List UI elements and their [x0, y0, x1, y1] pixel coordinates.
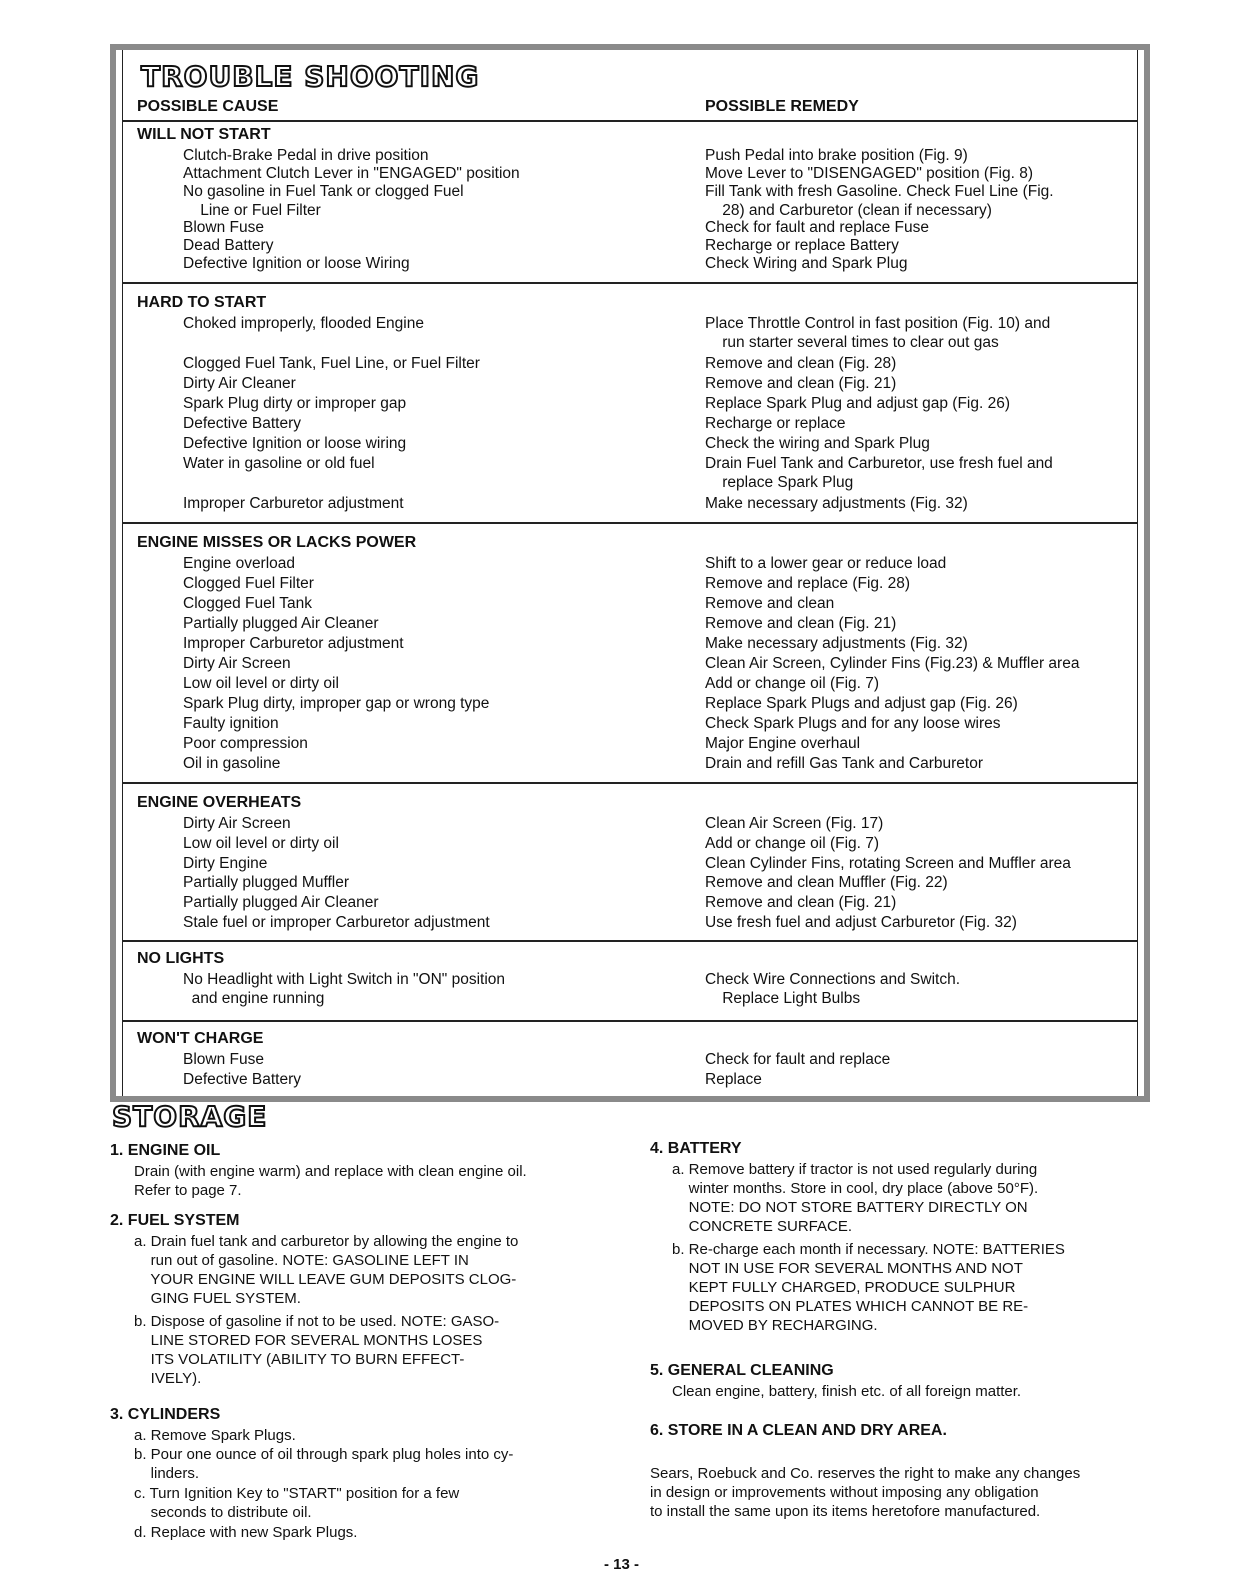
section-divider [123, 282, 1137, 284]
engine-oil-text: Drain (with engine warm) and replace with clean engine oil. Refer to page 7. [134, 1163, 527, 1199]
section-heading: WILL NOT START [137, 126, 271, 143]
section-divider [123, 940, 1137, 942]
troubleshooting-table: TROUBLE SHOOTING POSSIBLE CAUSE POSSIBLE REMEDY WILL NOT START Clutch-Brake Pedal in drive position Push Pedal into brake position (Fig. 9) Attachment Clutch Lever in "ENGAGED" position Move Lever to "DISENGAGED" position (Fig. 8) No gasoline in Fuel Tank or clogged Fuel Line or Fuel Filter Fill Tank with fresh Gasoline. Check Fuel Line (Fig. 28) and Carburetor (clean if necessary) Blown Fuse Check for fault and replace Fuse Dead Battery Recharge or replace Battery Defective Ignition or loose Wiring Check Wiring and Spark Plug HARD TO START Choked improperly, flooded Engine Place Throttle Control in fast position (Fig. 10) and run starter several times to clear out gas Clogged Fuel Tank, Fuel Line, or Fuel Filter Remove and clean (Fig. 28) Dirty Air Cleaner Remove and clean (Fig. 21) Spark Plug dirty or improper gap Replace Spark Plug and adjust gap (Fig. 26) Defective Battery Recharge or replace Defective Ignition or loose wiring Check the wiring and Spark Plug Water in gasoline or old fuel Drain Fuel Tank and Carburetor, use fresh fuel and replace Spark Plug Improper Carburetor adjustment Make necessary adjustments (Fig. 32) ENGINE MISSES OR LACKS POWER Engine overload Shift to a lower gear or reduce load Clogged Fuel Filter Remove and replace (Fig. 28) Clogged Fuel Tank Remove and clean Partially plugged Air Cleaner Remove and clean (Fig. 21) Improper Carburetor adjustment Make necessary adjustments (Fig. 32) Dirty Air Screen Clean Air Screen, Cylinder Fins (Fig.23) & Muffler area Low oil level or dirty oil Add or change oil (Fig. 7) Spark Plug dirty, improper gap or wrong type Replace Spark Plugs and adjust gap (Fig. 26) Faulty ignition Check Spark Plugs and for any loose wires Poor compression Major Engine overhaul Oil in gasoline Drain and refill Gas Tank and Carburetor ENGINE OVERHEATS Dirty Air Screen Clean Air Screen (Fig. 17) Low oil level or dirty oil Add or change oil (Fig. 7) Dirty Engine Clean Cylinder Fins, rotating Screen and Muffler area Partially plugged Muffler Remove and clean Muffler (Fig. 22) Partially plugged Air Cleaner Remove and clean (Fig. 21) Stale fuel or improper Carburetor adjustment Use fresh fuel and adjust Carburetor (Fig. 32) NO LIGHTS No Headlight with Light Switch in "ON" position and engine running Check Wire Connections and Switch. Replace Light Bulbs WON'T CHARGE Blown Fuse Check for fault and replace Defective Battery Replace [110, 44, 1150, 1102]
troubleshooting-title: TROUBLE SHOOTING [141, 60, 480, 93]
cylinders-item-a: a. Remove Spark Plugs. [134, 1427, 296, 1444]
fuel-system-item-b: b. Dispose of gasoline if not to be used. NOTE: GASO- LINE STORED FOR SEVERAL MONTHS LOSES ITS VOLATILITY (ABILITY TO BURN EFFECT- IVELY). [134, 1313, 500, 1387]
section-divider [123, 782, 1137, 784]
engine-oil-heading: 1. ENGINE OIL [110, 1142, 221, 1159]
cylinders-item-c: c. Turn Ignition Key to "START" position for a few seconds to distribute oil. [134, 1485, 460, 1521]
fuel-system-heading: 2. FUEL SYSTEM [110, 1212, 240, 1229]
storage-title: STORAGE [112, 1100, 268, 1133]
header-divider [123, 120, 1137, 122]
section-heading: NO LIGHTS [137, 950, 225, 967]
battery-item-a: a. Remove battery if tractor is not used regularly during winter months. Store in cool, dry place (above 50°F). NOTE: DO NOT STORE BATTERY DIRECTLY ON CONCRETE SURFACE. [672, 1161, 1039, 1235]
cylinders-item-d: d. Replace with new Spark Plugs. [134, 1524, 358, 1541]
section-divider [123, 1020, 1137, 1022]
battery-item-b: b. Re-charge each month if necessary. NOTE: BATTERIES NOT IN USE FOR SEVERAL MONTHS AND NOT KEPT FULLY CHARGED, PRODUCE SULPHUR DEPOSITS ON PLATES WHICH CANNOT BE RE- MOVED BY RECHARGING. [672, 1241, 1065, 1334]
disclaimer-text: Sears, Roebuck and Co. reserves the right to make any changes in design or improvements without imposing any obligation to install the same upon its items heretofore manufactured. [650, 1465, 1081, 1520]
cylinders-heading: 3. CYLINDERS [110, 1406, 221, 1423]
section-heading: ENGINE OVERHEATS [137, 794, 302, 811]
general-cleaning-heading: 5. GENERAL CLEANING [650, 1362, 834, 1379]
cause-column-header: POSSIBLE CAUSE [137, 98, 279, 115]
remedy-column-header: POSSIBLE REMEDY [705, 98, 859, 115]
section-divider [123, 522, 1137, 524]
section-heading: HARD TO START [137, 294, 267, 311]
fuel-system-item-a: a. Drain fuel tank and carburetor by allowing the engine to run out of gasoline. NOTE: GASOLINE LEFT IN YOUR ENGINE WILL LEAVE GUM DEPOSITS CLOG- GING FUEL SYSTEM. [134, 1233, 519, 1307]
store-area-heading: 6. STORE IN A CLEAN AND DRY AREA. [650, 1422, 947, 1439]
cylinders-item-b: b. Pour one ounce of oil through spark plug holes into cy- linders. [134, 1446, 514, 1482]
general-cleaning-text: Clean engine, battery, finish etc. of all foreign matter. [672, 1383, 1022, 1400]
page-number: - 13 - [604, 1556, 640, 1573]
battery-heading: 4. BATTERY [650, 1140, 742, 1157]
section-heading: ENGINE MISSES OR LACKS POWER [137, 534, 417, 551]
section-heading: WON'T CHARGE [137, 1030, 264, 1047]
